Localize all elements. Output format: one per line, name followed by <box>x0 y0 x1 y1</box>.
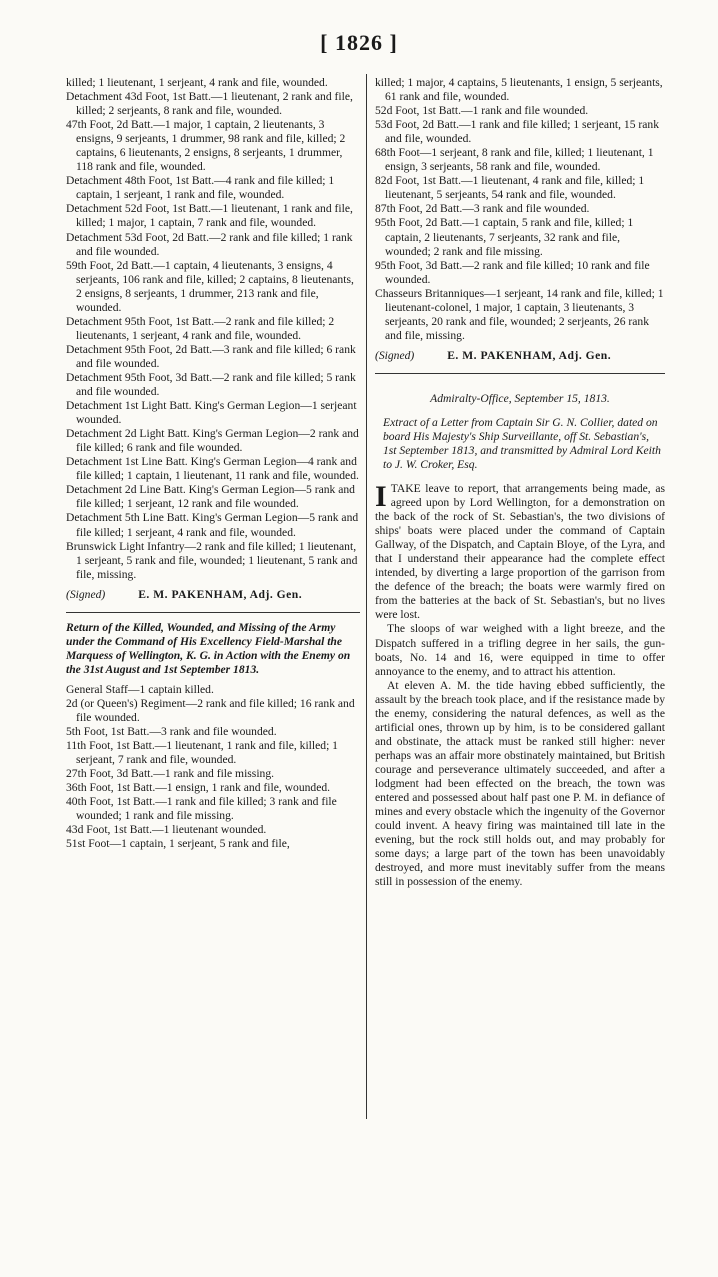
casualty-list-c <box>375 76 665 343</box>
list-item: Detachment 2d Light Batt. King's German Legion—2 rank and file killed; 6 rank and file wounded. <box>66 427 359 455</box>
signed-word: (Signed) <box>66 587 106 601</box>
paragraph-text: TAKE leave to report, that arrangements being made, as agreed upon by Lord Wellington, for a demonstration on the back of the rock of St. Sebastian's, the two divisions of ships' boats were placed under the command of Captain Gallway, of the Dispatch, and Captain Bloye, of the Lyra, and that I understand their appearance had the complete effect intended, by diverting a large proportion of the garrison from the defence of the breach; the boats were warmly fired on from the batteries at the back of St. Sebastian's, but no lives were lost. <box>375 481 665 622</box>
list-item: Detachment 43d Foot, 1st Batt.—1 lieutenant, 2 rank and file, killed; 2 serjeants, 8 rank and file, wounded. <box>66 90 353 118</box>
list-item: Detachment 53d Foot, 2d Batt.—2 rank and file killed; 1 rank and file wounded. <box>66 230 353 258</box>
admiralty-heading: Admiralty-Office, September 15, 1813. <box>430 391 610 405</box>
list-item: 51st Foot—1 captain, 1 serjeant, 5 rank and file, <box>66 837 290 851</box>
list-item: Detachment 95th Foot, 1st Batt.—2 rank and file killed; 2 lieutenants, 1 serjeant, 4 rank and file, wounded. <box>66 314 335 342</box>
extract-heading: Extract of a Letter from Captain Sir G. N. Collier, dated on board His Majesty's Ship Surveillante, off St. Sebastian's, 1st September 1813, and transmitted by Admiral Lord Keith to J. W. Croker, Esq. <box>383 415 661 471</box>
signature-line <box>66 588 360 602</box>
list-item: 59th Foot, 2d Batt.—1 captain, 4 lieutenants, 3 ensigns, 4 serjeants, 106 rank and file, killed; 2 captains, 8 lieutenants, 2 ensigns, 8 serjeants, 1 drummer, 213 rank and file, wounded. <box>66 258 354 314</box>
list-item: 47th Foot, 2d Batt.—1 major, 1 captain, 2 lieutenants, 3 ensigns, 9 serjeants, 1 drummer, 98 rank and file, killed; 2 captains, 6 lieutenants, 2 ensigns, 8 serjeants, 1 drummer, 118 rank and file, wounded. <box>66 118 346 174</box>
list-item: 53d Foot, 2d Batt.—1 rank and file killed; 1 serjeant, 15 rank and file, wounded. <box>375 118 659 146</box>
section-divider <box>66 612 360 613</box>
signatory-name: E. M. PAKENHAM, Adj. Gen. <box>447 348 612 362</box>
list-item: Chasseurs Britanniques—1 serjeant, 14 rank and file, killed; 1 lieutenant-colonel, 1 major, 1 captain, 3 lieutenants, 3 serjeants, 20 rank and file, wounded; 2 serjeants, 26 rank and file, missing. <box>375 286 664 342</box>
list-item: Detachment 95th Foot, 3d Batt.—2 rank and file killed; 5 rank and file wounded. <box>66 370 356 399</box>
list-item: 87th Foot, 2d Batt.—3 rank and file wounded. <box>375 202 590 216</box>
casualty-list-b <box>66 683 360 852</box>
list-item: killed; 1 major, 4 captains, 5 lieutenants, 1 ensign, 5 serjeants, 61 rank and file, wounded. <box>375 76 663 104</box>
column-divider <box>366 74 367 1119</box>
drop-cap: I <box>375 479 387 513</box>
list-item: 2d (or Queen's) Regiment—2 rank and file killed; 16 rank and file wounded. <box>66 696 355 724</box>
page-header: [ 1826 ] <box>320 30 398 55</box>
letter-paragraph: The sloops of war weighed with a light breeze, and the Dispatch suffered in a trifling degree in her sails, the gun-boats, No. 14 and 16, were equipped in time to offer annoyance to the enemy, and to attract his attention. <box>375 622 665 678</box>
list-item: 52d Foot, 1st Batt.—1 rank and file wounded. <box>375 104 589 118</box>
list-item: 5th Foot, 1st Batt.—3 rank and file wounded. <box>66 724 277 738</box>
casualty-list-a <box>66 76 360 582</box>
signature-line <box>375 349 665 363</box>
letter-paragraph <box>375 479 665 622</box>
list-item: 43d Foot, 1st Batt.—1 lieutenant wounded. <box>66 823 267 837</box>
list-item: Brunswick Light Infantry—2 rank and file killed; 1 lieutenant, 1 serjeant, 5 rank and file, wounded; 1 lieutenant, 5 rank and file, missing. <box>66 539 358 581</box>
list-item: Detachment 5th Line Batt. King's German Legion—5 rank and file killed; 1 serjeant, 4 rank and file, wounded. <box>66 511 359 539</box>
list-item: Detachment 1st Line Batt. King's German Legion—4 rank and file killed; 1 captain, 1 lieutenant, 11 rank and file, wounded. <box>66 455 359 483</box>
letter-paragraph: At eleven A. M. the tide having ebbed sufficiently, the assault by the breach took place, and if the resistance made by the enemy, considering the natural defences, as well as the artificial ones, thrown up by him, is to be considered gallant and obstinate, the attack must be ranked still higher: never perhaps was an affair more obstinately maintained, but British courage and perseverance ultimately succeeded, and after a lodgment had been effected on the breach, the town was entered and possessed about half past one P. M. in defiance of mines and every obstacle which the ingenuity of the Governor could invent. A heavy firing was maintained till late in the evening, but the rock still holds out, and may probably for some days; a large part of the town has been unavoidably destroyed, and more must inevitably suffer from the means still in possession of the enemy. <box>375 678 665 889</box>
signed-word: (Signed) <box>375 348 415 362</box>
list-item: 68th Foot—1 serjeant, 8 rank and file, killed; 1 lieutenant, 1 ensign, 3 serjeants, 58 rank and file, wounded. <box>375 146 654 174</box>
left-column <box>66 76 360 851</box>
list-item: 27th Foot, 3d Batt.—1 rank and file missing. <box>66 767 275 781</box>
return-heading: Return of the Killed, Wounded, and Missing of the Army under the Command of His Excellency Field-Marshal the Marquess of Wellington, K. G. in Action with the Enemy on the 31st August and 1st September 1813. <box>66 620 351 676</box>
list-item: Detachment 1st Light Batt. King's German Legion—1 serjeant wounded. <box>66 399 357 427</box>
right-column <box>375 76 665 889</box>
list-item: Detachment 48th Foot, 1st Batt.—4 rank and file killed; 1 captain, 1 serjeant, 1 rank and file, wounded. <box>66 174 335 202</box>
list-item: Detachment 2d Line Batt. King's German Legion—5 rank and file killed; 1 serjeant, 12 rank and file wounded. <box>66 483 355 511</box>
list-item: Detachment 52d Foot, 1st Batt.—1 lieutenant, 1 rank and file, killed; 1 major, 1 captain, 7 rank and file, wounded. <box>66 202 353 230</box>
list-item: 40th Foot, 1st Batt.—1 rank and file killed; 3 rank and file wounded; 1 rank and file missing. <box>66 795 337 823</box>
list-item: 95th Foot, 2d Batt.—1 captain, 5 rank and file, killed; 1 captain, 2 lieutenants, 7 serjeants, 32 rank and file, wounded; 2 rank and file missing. <box>375 216 634 258</box>
list-item: 95th Foot, 3d Batt.—2 rank and file killed; 10 rank and file wounded. <box>375 258 650 286</box>
list-item: 36th Foot, 1st Batt.—1 ensign, 1 rank and file, wounded. <box>66 781 331 795</box>
section-divider <box>375 373 665 374</box>
list-item: 82d Foot, 1st Batt.—1 lieutenant, 4 rank and file, killed; 1 lieutenant, 5 serjeants, 54 rank and file, wounded. <box>375 174 645 202</box>
list-item: General Staff—1 captain killed. <box>66 682 214 696</box>
signatory-name: E. M. PAKENHAM, Adj. Gen. <box>138 587 303 601</box>
list-item: Detachment 95th Foot, 2d Batt.—3 rank and file killed; 6 rank and file wounded. <box>66 342 356 370</box>
list-item: 11th Foot, 1st Batt.—1 lieutenant, 1 rank and file, killed; 1 serjeant, 7 rank and file, wounded. <box>66 738 338 766</box>
list-item: killed; 1 lieutenant, 1 serjeant, 4 rank and file, wounded. <box>66 76 328 89</box>
